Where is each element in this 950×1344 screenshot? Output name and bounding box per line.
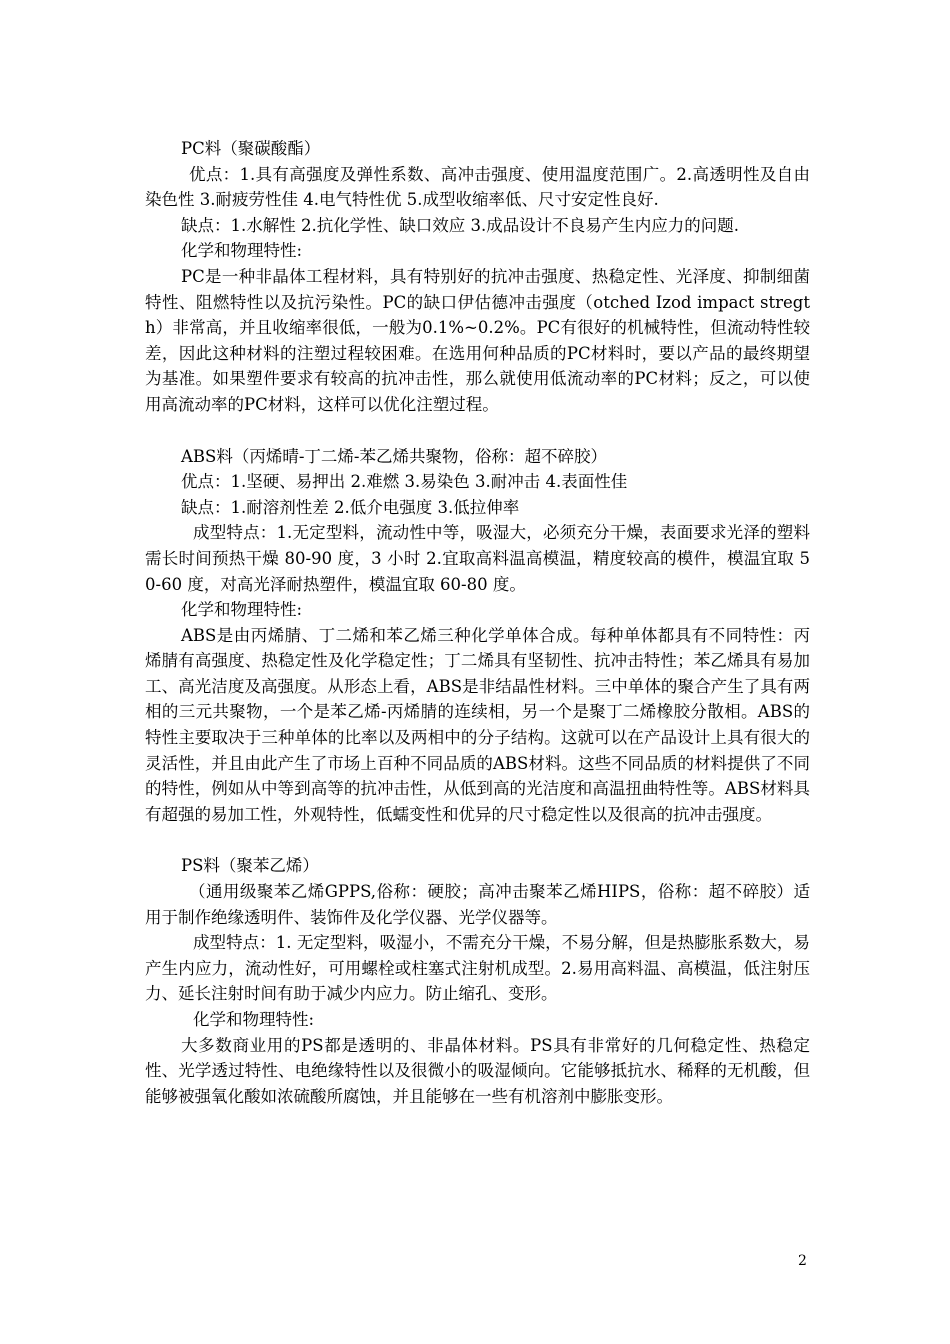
page-number: 2 xyxy=(798,1253,807,1269)
pc-properties-heading: 化学和物理特性: xyxy=(181,241,303,261)
ps-subtitle: （通用级聚苯乙烯GPPS,俗称：硬胶；高冲击聚苯乙烯HIPS，俗称：超不碎胶）适用于制作绝缘透明件、装饰件及化学仪器、光学仪器等。 xyxy=(145,882,810,927)
abs-properties-heading: 化学和物理特性: xyxy=(181,600,303,620)
abs-disadvantages: 缺点：1.耐溶剂性差 2.低介电强度 3.低拉伸率 xyxy=(181,497,520,517)
ps-molding-features: 成型特点：1. 无定型料，吸湿小，不需充分干燥，不易分解，但是热膨胀系数大，易产生内应力，流动性好，可用螺栓或柱塞式注射机成型。2.易用高料温、高模温，低注射压力、延长注射时间有助于减少内应力。防止缩孔、变形。 xyxy=(145,933,810,1004)
ps-properties-heading: 化学和物理特性: xyxy=(193,1010,315,1029)
ps-section-title: PS料（聚苯乙烯） xyxy=(181,856,319,876)
abs-advantages: 优点：1.坚硬、易押出 2.难燃 3.易染色 3.耐冲击 4.表面性佳 xyxy=(181,472,628,492)
pc-advantages: 优点：1.具有高强度及弹性系数、高冲击强度、使用温度范围广。2.高透明性及自由染色性 3.耐疲劳性佳 4.电气特性优 5.成型收缩率低、尺寸安定性良好. xyxy=(145,164,810,210)
abs-properties-text: ABS是由丙烯腈、丁二烯和苯乙烯三种化学单体合成。每种单体都具有不同特性：丙烯腈有高强度、热稳定性及化学稳定性；丁二烯具有坚韧性、抗冲击特性；苯乙烯具有易加工、高光洁度及高强度。从形态上看，ABS是非结晶性材料。三中单体的聚合产生了具有两相的三元共聚物，一个是苯乙烯-丙烯腈的连续相，另一个是聚丁二烯橡胶分散相。ABS的特性主要取决于三种单体的比率以及两相中的分子结构。这就可以在产品设计上具有很大的灵活性，并且由此产生了市场上百种不同品质的ABS材料。这些不同品质的材料提供了不同的特性，例如从中等到高等的抗冲击性，从低到高的光洁度和高温扭曲特性等。ABS材料具有超强的易加工性，外观特性，低蠕变性和优异的尺寸稳定性以及很高的抗冲击强度。 xyxy=(145,625,810,824)
abs-section-title: ABS料（丙烯晴-丁二烯-苯乙烯共聚物，俗称：超不碎胶） xyxy=(181,446,607,466)
section-spacer xyxy=(145,418,810,444)
document-page xyxy=(145,136,810,1109)
pc-section-title: PC料（聚碳酸酯） xyxy=(181,139,321,158)
pc-properties-text: PC是一种非晶体工程材料，具有特别好的抗冲击强度、热稳定性、光泽度、抑制细菌特性、阻燃特性以及抗污染性。PC的缺口伊估德冲击强度（otched Izod impact stregth）非常高，并且收缩率很低，一般为0.1%~0.2%。PC有很好的机械特性，但流动特性较差，因此这种材料的注塑过程较困难。在选用何种品质的PC材料时，要以产品的最终期望为基准。如果塑件要求有较高的抗冲击性，那么就使用低流动率的PC材料；反之，可以使用高流动率的PC材料，这样可以优化注塑过程。 xyxy=(145,266,810,414)
abs-molding-features: 成型特点：1.无定型料，流动性中等，吸湿大，必须充分干燥，表面要求光泽的塑料需长时间预热干燥 80-90 度，3 小时 2.宜取高料温高模温，精度较高的模件，模温宜取 50-60 度，对高光泽耐热塑件，模温宜取 60-80 度。 xyxy=(145,523,810,594)
section-spacer xyxy=(145,827,810,853)
pc-disadvantages: 缺点：1.水解性 2.抗化学性、缺口效应 3.成品设计不良易产生内应力的问题. xyxy=(181,215,739,235)
ps-properties-text: 大多数商业用的PS都是透明的、非晶体材料。PS具有非常好的几何稳定性、热稳定性、光学透过特性、电绝缘特性以及很微小的吸湿倾向。它能够抵抗水、稀释的无机酸，但能够被强氧化酸如浓硫酸所腐蚀，并且能够在一些有机溶剂中膨胀变形。 xyxy=(145,1035,810,1106)
